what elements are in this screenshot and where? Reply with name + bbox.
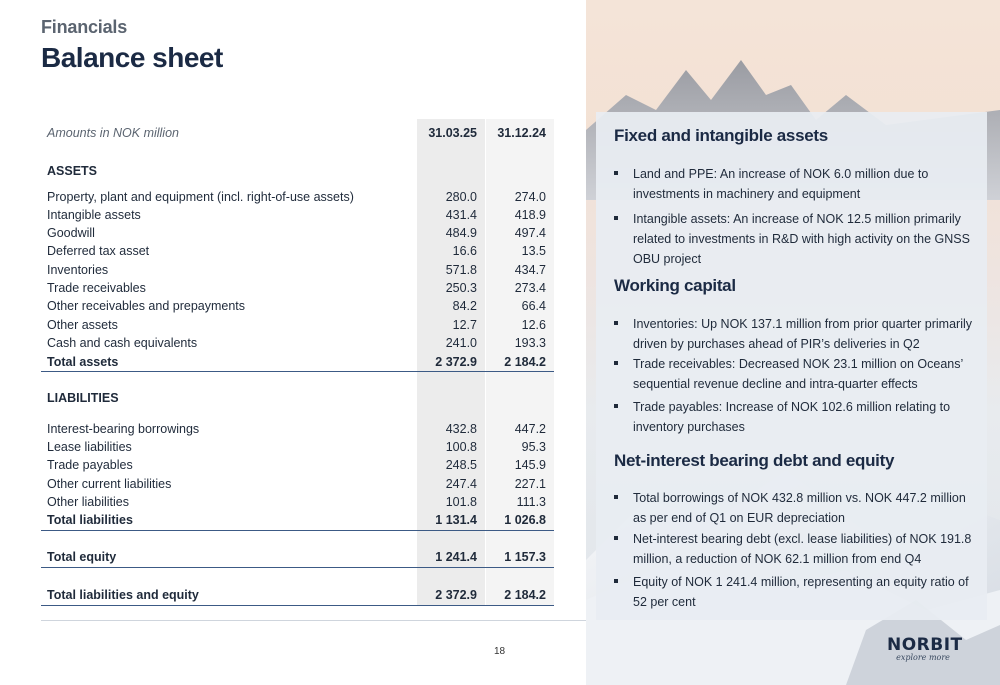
bullet-text: Net-interest bearing debt (excl. lease liabilities) of NOK 191.8 million, a reduction of NOK 62.1 million from end Q4 bbox=[633, 532, 972, 566]
row-value-current: 16.6 bbox=[452, 244, 477, 258]
table-header-row bbox=[41, 124, 554, 142]
row-value-current: 2 372.9 bbox=[435, 588, 477, 602]
heading-net-debt: Net-interest bearing debt and equity bbox=[614, 451, 895, 470]
row-label: Interest-bearing borrowings bbox=[47, 422, 200, 436]
total-assets-row bbox=[41, 353, 554, 371]
row-label: Trade receivables bbox=[47, 281, 146, 295]
row-value-current: 484.9 bbox=[445, 226, 477, 240]
bullet-item bbox=[614, 488, 974, 528]
row-value-prior: 418.9 bbox=[514, 208, 546, 222]
bullet-marker-icon bbox=[614, 536, 618, 540]
section-label: Financials bbox=[41, 17, 128, 37]
table-row bbox=[41, 456, 554, 474]
bullet-item bbox=[614, 209, 974, 269]
row-value-prior: 434.7 bbox=[514, 263, 546, 277]
row-value-current: 12.7 bbox=[452, 318, 477, 332]
liabilities-heading bbox=[41, 389, 554, 407]
table-row bbox=[41, 420, 554, 438]
table-row bbox=[41, 316, 554, 334]
table-row bbox=[41, 261, 554, 279]
bullet-marker-icon bbox=[614, 495, 618, 499]
logo-wordmark: NORBIT bbox=[887, 635, 963, 655]
table-row bbox=[41, 224, 554, 242]
row-value-prior: 447.2 bbox=[514, 422, 546, 436]
row-value-prior: 274.0 bbox=[514, 190, 546, 204]
row-value-prior: 13.5 bbox=[521, 244, 546, 258]
row-label: Lease liabilities bbox=[47, 440, 132, 454]
bullet-text: Total borrowings of NOK 432.8 million vs. NOK 447.2 million as per end of Q1 on EUR depreciation bbox=[633, 491, 966, 525]
divider-bottom bbox=[41, 620, 586, 621]
row-value-current: 280.0 bbox=[445, 190, 477, 204]
row-value-current: 248.5 bbox=[445, 458, 477, 472]
row-value-current: 84.2 bbox=[452, 299, 477, 313]
row-label: Other assets bbox=[47, 318, 118, 332]
bullet-text: Intangible assets: An increase of NOK 12.5 million primarily related to investments in R&D with high activity on the GNSS OBU project bbox=[633, 212, 970, 266]
divider-total-liabilities bbox=[41, 530, 554, 531]
total-liabilities-row bbox=[41, 511, 554, 529]
total-equity-row bbox=[41, 548, 554, 566]
row-value-prior: 273.4 bbox=[514, 281, 546, 295]
heading-working-capital: Working capital bbox=[614, 276, 736, 295]
table-row bbox=[41, 438, 554, 456]
divider-total-equity bbox=[41, 567, 554, 568]
table-row bbox=[41, 297, 554, 315]
row-label: Other receivables and prepayments bbox=[47, 299, 246, 313]
row-label: Property, plant and equipment (incl. right-of-use assets) bbox=[47, 190, 354, 204]
column-header-current: 31.03.25 bbox=[428, 126, 477, 140]
row-label: Other liabilities bbox=[47, 495, 129, 509]
table-row bbox=[41, 475, 554, 493]
total-liabilities-equity-row bbox=[41, 586, 554, 604]
page-number: 18 bbox=[494, 646, 506, 657]
divider-total-assets bbox=[41, 371, 554, 372]
divider-total-le bbox=[41, 605, 554, 606]
row-value-current: 1 241.4 bbox=[435, 550, 477, 564]
row-value-prior: 193.3 bbox=[514, 336, 546, 350]
row-value-prior: 2 184.2 bbox=[504, 355, 546, 369]
row-value-prior: 12.6 bbox=[521, 318, 546, 332]
row-label: Intangible assets bbox=[47, 208, 141, 222]
row-label: Inventories bbox=[47, 263, 109, 277]
units-label: Amounts in NOK million bbox=[47, 126, 179, 140]
row-value-prior: 111.3 bbox=[516, 495, 546, 509]
bullet-text: Equity of NOK 1 241.4 million, representing an equity ratio of 52 per cent bbox=[633, 575, 969, 609]
row-value-current: 2 372.9 bbox=[435, 355, 477, 369]
table-row bbox=[41, 334, 554, 352]
bullet-item bbox=[614, 314, 974, 354]
bullet-item bbox=[614, 354, 974, 394]
row-label: Other current liabilities bbox=[47, 477, 172, 491]
row-label: Trade payables bbox=[47, 458, 133, 472]
row-value-prior: 2 184.2 bbox=[504, 588, 546, 602]
heading-fixed-assets: Fixed and intangible assets bbox=[614, 126, 828, 145]
bullet-marker-icon bbox=[614, 216, 618, 220]
page-title: Balance sheet bbox=[41, 42, 223, 73]
bullet-text: Land and PPE: An increase of NOK 6.0 million due to investments in machinery and equipment bbox=[633, 167, 929, 201]
row-label: Total liabilities and equity bbox=[47, 588, 199, 602]
bullet-item bbox=[614, 529, 974, 569]
row-label: Goodwill bbox=[47, 226, 95, 240]
bullet-marker-icon bbox=[614, 361, 618, 365]
row-label: Total assets bbox=[47, 355, 119, 369]
row-value-prior: 497.4 bbox=[514, 226, 546, 240]
row-value-current: 247.4 bbox=[445, 477, 477, 491]
bullet-text: Trade payables: Increase of NOK 102.6 million relating to inventory purchases bbox=[633, 400, 951, 434]
bullet-marker-icon bbox=[614, 321, 618, 325]
row-value-current: 101.8 bbox=[445, 495, 477, 509]
row-label: Total liabilities bbox=[47, 513, 133, 527]
logo-tagline: explore more bbox=[896, 653, 950, 662]
table-row bbox=[41, 242, 554, 260]
row-value-prior: 1 026.8 bbox=[504, 513, 546, 527]
row-value-current: 571.8 bbox=[445, 263, 477, 277]
row-label: Deferred tax asset bbox=[47, 244, 150, 258]
norbit-logo bbox=[887, 635, 963, 662]
assets-heading bbox=[41, 162, 554, 180]
table-row bbox=[41, 493, 554, 511]
row-value-prior: 227.1 bbox=[514, 477, 546, 491]
bullet-marker-icon bbox=[614, 579, 618, 583]
bullet-item bbox=[614, 397, 974, 437]
row-label: Cash and cash equivalents bbox=[47, 336, 198, 350]
bullet-marker-icon bbox=[614, 171, 618, 175]
row-label: Total equity bbox=[47, 550, 117, 564]
liabilities-heading-label: LIABILITIES bbox=[47, 391, 119, 405]
row-value-current: 241.0 bbox=[445, 336, 477, 350]
bullet-item bbox=[614, 572, 974, 612]
bullet-marker-icon bbox=[614, 404, 618, 408]
row-value-prior: 95.3 bbox=[521, 440, 546, 454]
row-value-prior: 145.9 bbox=[514, 458, 546, 472]
bullet-text: Trade receivables: Decreased NOK 23.1 million on Oceans’ sequential revenue decline and intra-quarter effects bbox=[633, 357, 963, 391]
table-row bbox=[41, 279, 554, 297]
row-value-prior: 66.4 bbox=[521, 299, 546, 313]
row-value-current: 431.4 bbox=[445, 208, 477, 222]
row-value-current: 100.8 bbox=[445, 440, 477, 454]
table-row bbox=[41, 206, 554, 224]
row-value-current: 432.8 bbox=[445, 422, 477, 436]
table-row bbox=[41, 188, 554, 206]
row-value-current: 250.3 bbox=[445, 281, 477, 295]
row-value-prior: 1 157.3 bbox=[504, 550, 546, 564]
column-header-prior: 31.12.24 bbox=[497, 126, 546, 140]
row-value-current: 1 131.4 bbox=[435, 513, 477, 527]
bullet-item bbox=[614, 164, 974, 204]
assets-heading-label: ASSETS bbox=[47, 164, 98, 178]
bullet-text: Inventories: Up NOK 137.1 million from prior quarter primarily driven by purchases ahead of PIR’s deliveries in Q2 bbox=[633, 317, 973, 351]
